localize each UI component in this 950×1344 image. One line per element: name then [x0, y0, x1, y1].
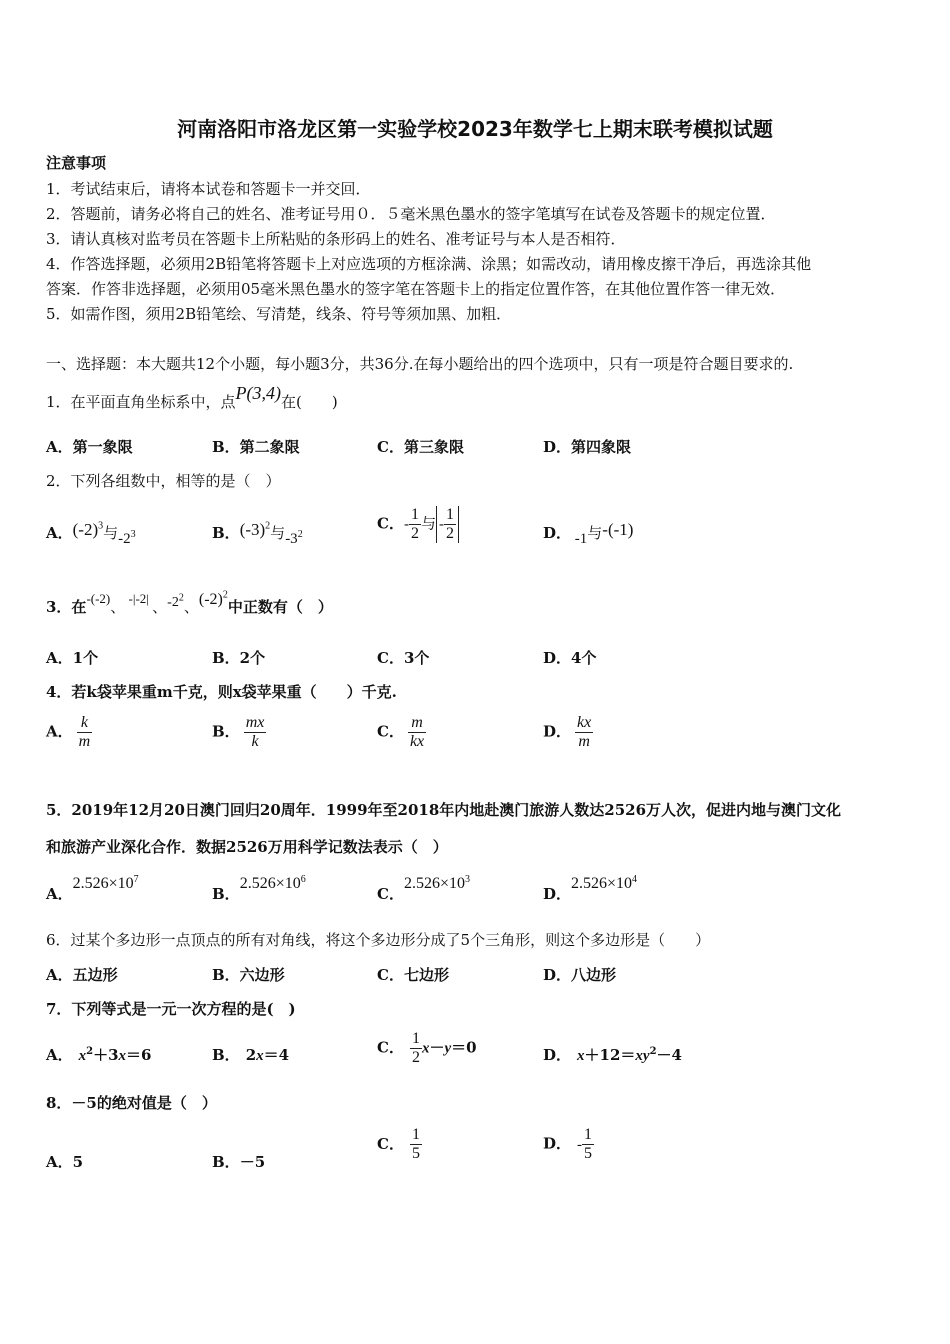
separator: 、: [110, 598, 126, 616]
option-label: A．: [46, 1046, 73, 1064]
q4-option-b[interactable]: B． $\frac{mx}{k}$: [212, 714, 265, 750]
option-label: A．: [46, 885, 73, 903]
question-3: 3．在-(-2)、 -|-2| 、$-2^2$、$(-2)^2$中正数有（ ）: [46, 589, 333, 616]
q8-option-b[interactable]: [212, 1151, 265, 1172]
question-5-line2: 和旅游产业深化合作．数据2526万用科学记数法表示（ ）: [46, 838, 448, 856]
q1-stem-end: 在( ): [281, 393, 338, 411]
q5-option-b[interactable]: [212, 872, 306, 903]
option-label: C．: [377, 1038, 404, 1057]
with-text: 与: [270, 524, 286, 542]
q1-stem: 1．在平面直角坐标系中，点: [46, 393, 236, 411]
q7-option-c[interactable]: C． $\frac{1}{2}$ x－y＝0: [377, 1030, 477, 1066]
q3-stem: 3．在: [46, 598, 87, 616]
option-label: B．: [212, 524, 240, 542]
option-label: B．: [212, 1153, 240, 1171]
option-value: 5: [72, 1153, 84, 1171]
q8-option-c[interactable]: C． $\frac{1}{5}$: [377, 1126, 420, 1162]
q1-option-b[interactable]: B．第二象限: [212, 438, 300, 456]
q6-option-a[interactable]: A．五边形: [46, 966, 118, 984]
option-label: B．: [212, 1046, 240, 1064]
q6-option-c[interactable]: C．七边形: [377, 966, 449, 984]
sci-exp: 4: [632, 874, 638, 885]
with-text: 与: [420, 514, 436, 533]
question-4-stem: 4．若k袋苹果重m千克，则x袋苹果重（ ）千克.: [46, 683, 397, 701]
option-label: C．: [377, 514, 404, 533]
notice-item: 3．请认真核对监考员在答题卡上所粘贴的条形码上的姓名、准考证号与本人是否相符．: [46, 230, 626, 248]
option-label: D．: [543, 1134, 572, 1153]
question-2-stem: 2．下列各组数中，相等的是（ ）: [46, 472, 281, 490]
q3-stem-end: 中正数有（ ）: [227, 598, 333, 616]
section-heading: 一、选择题：本大题共12个小题，每小题3分，共36分.在每小题给出的四个选项中，只有一项是符合题目要求的.: [46, 355, 794, 373]
q4-option-d[interactable]: D． $\frac{kx}{m}$: [543, 714, 592, 750]
notice-item: 5．如需作图，须用2B铅笔绘、写清楚，线条、符号等须加黑、加粗．: [46, 305, 512, 323]
q1-option-d[interactable]: D．第四象限: [543, 438, 632, 456]
q5-option-c[interactable]: [377, 872, 470, 903]
q7-option-d[interactable]: D． $x+12=xy^2-4$: [543, 1046, 682, 1064]
sci-base: 2.526×10: [571, 875, 633, 892]
notice-item: 1．考试结束后，请将本试卷和答题卡一并交回．: [46, 180, 371, 198]
option-label: C．: [377, 1134, 404, 1153]
option-label: D．: [543, 524, 572, 542]
q7-option-a[interactable]: A． $x^2+3x=6$: [46, 1046, 152, 1064]
q2-option-a[interactable]: A．$(-2)^3$与$-2^3$: [46, 520, 136, 547]
option-label: B．: [212, 885, 240, 903]
question-7-stem: 7．下列等式是一元一次方程的是( ): [46, 1000, 296, 1018]
q5-option-a[interactable]: [46, 872, 139, 903]
option-label: D．: [543, 722, 572, 741]
q7-option-b[interactable]: B． 2x＝4: [212, 1046, 290, 1064]
sci-exp: 6: [300, 874, 306, 885]
q8-option-d[interactable]: D． - $\frac{1}{5}$: [543, 1126, 593, 1162]
q8-option-a[interactable]: [46, 1151, 83, 1172]
option-label: C．: [377, 885, 404, 903]
sci-base: 2.526×10: [239, 875, 301, 892]
notice-item: 2．答题前，请务必将自己的姓名、准考证号用０．５毫米黑色墨水的签字笔填写在试卷及答题卡的规定位置．: [46, 205, 776, 223]
option-label: C．: [377, 722, 404, 741]
q6-option-d[interactable]: D．八边形: [543, 966, 617, 984]
q1-point: P(3,4): [235, 383, 282, 403]
separator: 、: [183, 598, 199, 616]
q2-option-d[interactable]: D． -1与-(-1): [543, 520, 634, 547]
notice-item: 答案．作答非选择题，必须用05毫米黑色墨水的签字笔在答题卡上的指定位置作答，在其他位置作答一律无效．: [46, 280, 786, 298]
q3-option-d[interactable]: D．4个: [543, 649, 597, 667]
question-6-stem: 6．过某个多边形一点顶点的所有对角线，将这个多边形分成了5个三角形，则这个多边形是（ ）: [46, 931, 711, 949]
sci-exp: 3: [464, 874, 470, 885]
option-label: A．: [46, 524, 73, 542]
option-label: D．: [543, 885, 572, 903]
q2-option-b[interactable]: B．$(-3)^2$与$-3^2$: [212, 520, 303, 547]
question-5-line1: 5．2019年12月20日澳门回归20周年．1999年至2018年内地赴澳门旅游人数达2526万人次，促进内地与澳门文化: [46, 801, 842, 819]
page-title: 河南洛阳市洛龙区第一实验学校2023年数学七上期末联考模拟试题: [177, 117, 773, 141]
sci-exp: 7: [133, 874, 139, 885]
q1-option-c[interactable]: C．第三象限: [377, 438, 464, 456]
with-text: 与: [103, 524, 119, 542]
separator: 、: [152, 598, 168, 616]
option-label: D．: [543, 1046, 572, 1064]
sci-base: 2.526×10: [403, 875, 465, 892]
q2-option-c[interactable]: C．- $\frac{1}{2}$ 与 - $\frac{1}{2}$: [377, 506, 459, 543]
option-label: A．: [46, 1153, 73, 1171]
q4-option-a[interactable]: A． $\frac{k}{m}$: [46, 714, 91, 750]
option-label: A．: [46, 722, 73, 741]
question-8-stem: 8．－5的绝对值是（ ）: [46, 1094, 217, 1112]
notice-item: 4．作答选择题，必须用2B铅笔将答题卡上对应选项的方框涂满、涂黑；如需改动，请用橡皮擦干净后，再选涂其他: [46, 255, 812, 273]
q3-option-a[interactable]: A．1个: [46, 649, 99, 667]
q3-option-b[interactable]: B．2个: [212, 649, 266, 667]
notice-heading: 注意事项: [46, 154, 107, 172]
q6-option-b[interactable]: B．六边形: [212, 966, 285, 984]
option-label: B．: [212, 722, 240, 741]
sci-base: 2.526×10: [72, 875, 134, 892]
question-1: [46, 383, 338, 412]
q5-option-d[interactable]: [543, 872, 638, 903]
q4-option-c[interactable]: C． $\frac{m}{kx}$: [377, 714, 425, 750]
q1-option-a[interactable]: A．第一象限: [46, 438, 133, 456]
q3-option-c[interactable]: C．3个: [377, 649, 430, 667]
option-value: －5: [239, 1153, 266, 1171]
with-text: 与: [587, 524, 603, 542]
